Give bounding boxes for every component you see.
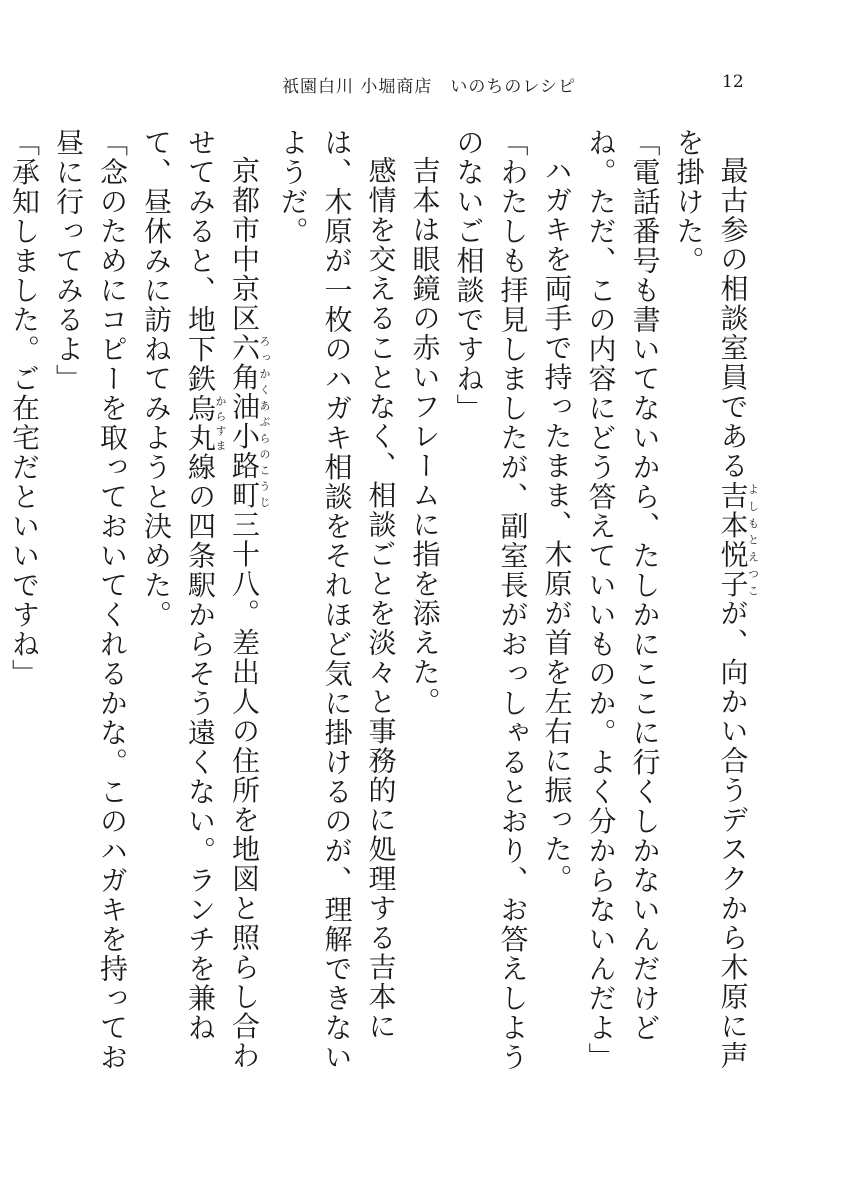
paragraph-9: 「承知しました。ご在宅だといいですね」 xyxy=(8,128,41,689)
ruby-karasuma: 烏丸からすま xyxy=(184,393,227,453)
paragraph-6: 感情を交えることなく、相談ごとを淡々と事務的に処理する吉本には、木原が一枚のハガキ相談をそれほど気に掛けるのが、理解できないようだ。 xyxy=(276,128,398,1072)
page-number: 12 xyxy=(722,72,744,92)
ruby-rokkaku: 六角油小路町ろっかくあぶらのこうじ xyxy=(228,333,271,510)
paragraph-5: 吉本は眼鏡の赤いフレームに指を添えた。 xyxy=(408,156,442,717)
paragraph-2: 「電話番号も書いてないから、たしかにここに行くしかないんだけどね。ただ、この内容にどう答えていいものか。よく分からないんだよ」 xyxy=(584,128,662,1072)
running-title: 祇園白川 小堀商店 いのちのレシピ xyxy=(282,77,576,97)
paragraph-7: 京都市中京区六角油小路町ろっかくあぶらのこうじ三十八。差出人の住所を地図と照らし合わせてみると、地下鉄烏丸からすま線の四条駅からそう遠くない。ランチを兼ねて、昼休みに訪ねてみようと決めた。 xyxy=(140,128,271,1071)
paragraph-4: 「わたしも拝見しましたが、副室長がおっしゃるとおり、お答えしようのないご相談ですね」 xyxy=(452,128,530,1072)
ruby-yoshimoto: 吉本悦子よしもとえつこ xyxy=(716,480,760,599)
paragraph-8: 「念のためにコピーを取っておいてくれるかな。このハガキを持ってお昼に行ってみるよ」 xyxy=(52,128,129,1072)
paragraph-10 xyxy=(0,128,2,1088)
paragraph-1: 最古参の相談室員である吉本悦子よしもとえつこが、向かい合うデスクから木原に声を掛けた。 xyxy=(672,128,760,1071)
paragraph-3: ハガキを両手で持ったまま、木原が首を左右に振った。 xyxy=(540,156,574,894)
body-text xyxy=(8,128,760,1088)
